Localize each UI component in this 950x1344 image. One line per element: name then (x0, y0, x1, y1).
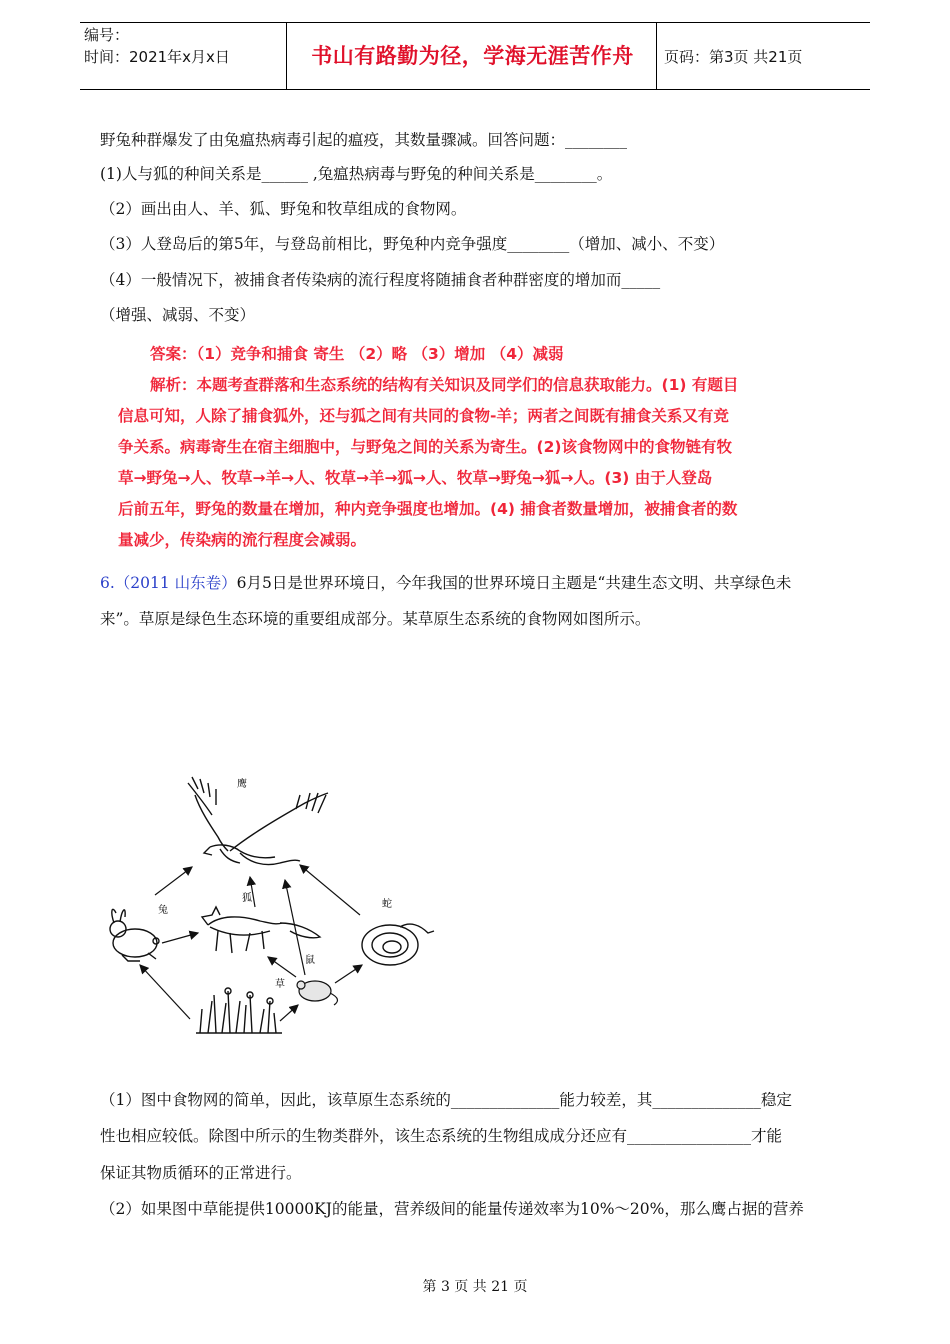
date-line: 时间：2021年x月x日 (84, 48, 230, 66)
question-6-source: （2011 山东卷） (114, 574, 237, 592)
question-6-line-1 (100, 571, 791, 593)
arrow-snake-to-eagle (300, 865, 360, 915)
header-motto: 书山有路勤为径，学海无涯苦作舟 (311, 44, 634, 68)
arrow-mouse-to-fox (268, 957, 296, 977)
header-divider-right (656, 22, 657, 89)
analysis-line-3: 争关系。病毒寄生在宿主细胞中，与野兔之间的关系为寄生。(2)该食物网中的食物链有牧 (118, 438, 732, 456)
label-snake: 蛇 (382, 899, 392, 910)
question-6-1-line-3: 保证其物质循环的正常进行。 (100, 1164, 302, 1182)
label-eagle: 鹰 (237, 779, 247, 790)
analysis-line-6: 量减少，传染病的流行程度会减弱。 (118, 531, 367, 549)
question-6-2-line-1: （2）如果图中草能提供10000KJ的能量，营养级间的能量传递效率为10%～20%，那么鹰占据的营养 (100, 1200, 804, 1218)
food-web-figure (100, 765, 450, 1045)
arrow-grass-to-mouse (280, 1005, 298, 1021)
mouse-image (297, 981, 337, 1005)
answer-line: 答案：（1）竞争和捕食 寄生 （2）略 （3）增加 （4）减弱 (150, 345, 564, 363)
question-2: （2）画出由人、羊、狐、野兔和牧草组成的食物网。 (100, 200, 467, 218)
question-6-number: 6. (100, 574, 115, 592)
question-1: (1)人与狐的种间关系是______ ,兔瘟热病毒与野兔的种间关系是________。 (100, 165, 613, 183)
label-fox: 狐 (242, 893, 252, 904)
label-mouse: 鼠 (305, 955, 315, 966)
intro-text: 野兔种群爆发了由兔瘟热病毒引起的瘟疫，其数量骤减。回答问题：________ (100, 131, 628, 149)
arrow-mouse-to-snake (335, 965, 362, 983)
serial-label: 编号： (84, 26, 130, 44)
header-divider-left (286, 22, 287, 89)
question-4: （4）一般情况下，被捕食者传染病的流行程度将随捕食者种群密度的增加而_____ (100, 271, 661, 289)
arrow-rabbit-to-fox (162, 933, 198, 943)
question-3: （3）人登岛后的第5年，与登岛前相比，野兔种内竞争强度________（增加、减小、不变） (100, 235, 725, 253)
label-rabbit: 兔 (158, 905, 168, 916)
rabbit-image (110, 909, 159, 961)
question-4-options: （增强、减弱、不变） (100, 306, 256, 324)
question-6-line-2: 来”。草原是绿色生态环境的重要组成部分。某草原生态系统的食物网如图所示。 (100, 610, 651, 628)
label-grass: 草 (275, 979, 285, 990)
question-6-1-line-1: （1）图中食物网的简单，因此，该草原生态系统的______________能力较差，其______________稳定 (100, 1091, 792, 1109)
analysis-line-1: 解析：本题考查群落和生态系统的结构有关知识及同学们的信息获取能力。(1) 有题目 (150, 376, 739, 394)
arrow-rabbit-to-eagle (155, 867, 192, 895)
header-page-code: 页码：第3页 共21页 (664, 48, 803, 66)
arrow-grass-to-rabbit (140, 965, 190, 1019)
eagle-image (188, 777, 328, 865)
page-footer: 第 3 页 共 21 页 (422, 1279, 528, 1295)
header-meta (84, 24, 230, 68)
analysis-line-5: 后前五年，野兔的数量在增加，种内竞争强度也增加。(4) 捕食者数量增加，被捕食者的数 (118, 500, 738, 518)
grass-image (196, 988, 282, 1033)
analysis-line-4: 草→野兔→人、牧草→羊→人、牧草→羊→狐→人、牧草→野兔→狐→人。(3) 由于人登岛 (118, 469, 713, 487)
analysis-line-2: 信息可知，人除了捕食狐外，还与狐之间有共同的食物-羊；两者之间既有捕食关系又有竞 (118, 407, 729, 425)
fox-image (202, 907, 320, 953)
question-6-1-line-2: 性也相应较低。除图中所示的生物类群外，该生态系统的生物组成成分还应有________________才能 (100, 1127, 783, 1145)
snake-image (362, 924, 434, 965)
header-top-rule (80, 22, 870, 23)
header-bottom-rule (80, 89, 870, 90)
question-6-text-a: 6月5日是世界环境日，今年我国的世界环境日主题是“共建生态文明、共享绿色未 (236, 574, 792, 592)
